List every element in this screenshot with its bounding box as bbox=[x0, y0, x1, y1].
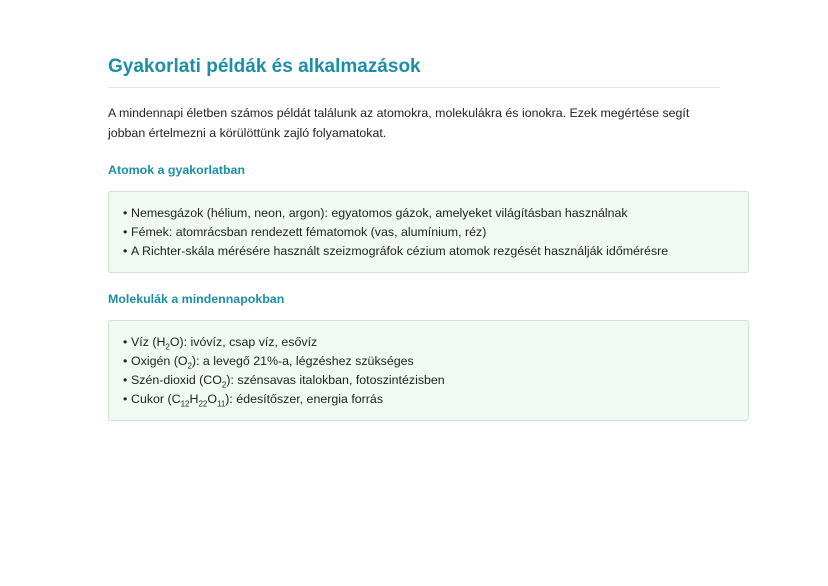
bullet-icon: • bbox=[123, 225, 128, 239]
title-divider bbox=[108, 87, 720, 88]
list-item: • Víz $(H_2O)$: ivóvíz, csap víz, esővíz bbox=[123, 335, 318, 352]
bullet-icon: • bbox=[123, 354, 128, 368]
atoms-box bbox=[108, 191, 749, 273]
molecules-box bbox=[108, 320, 749, 421]
list-item: • A Richter-skála mérésére használt szeizmográfok cézium atomok rezgését használják időmérésre bbox=[123, 242, 748, 261]
atoms-list bbox=[109, 192, 748, 261]
intro-paragraph: A mindennapi életben számos példát találunk az atomokra, molekulákra és ionokra. Ezek megértése segít jobban értelmezni a körülöttünk zajló folyamatokat. bbox=[108, 106, 690, 140]
list-item: • Nemesgázok (hélium, neon, argon): egyatomos gázok, amelyeket világításban használnak bbox=[123, 204, 748, 223]
molecules-heading: Molekulák a mindennapokban bbox=[108, 292, 285, 306]
page-title: Gyakorlati példák és alkalmazások bbox=[108, 56, 421, 77]
bullet-icon: • bbox=[123, 373, 128, 387]
list-item: • Fémek: atomrácsban rendezett fématomok (vas, alumínium, réz) bbox=[123, 223, 748, 242]
bullet-icon: • bbox=[123, 206, 128, 220]
bullet-icon: • bbox=[123, 244, 128, 258]
molecules-list bbox=[109, 321, 748, 409]
bullet-icon: • bbox=[123, 392, 128, 406]
list-item: • Cukor $(C_{12}H_{22}O_{11})$: édesítőszer, energia forrás bbox=[123, 392, 384, 409]
list-item: • Oxigén $(O_2)$: a levegő 21%-a, légzéshez szükséges bbox=[123, 354, 414, 371]
bullet-icon: • bbox=[123, 335, 128, 349]
atoms-heading: Atomok a gyakorlatban bbox=[108, 163, 246, 177]
list-item: • Szén-dioxid $(CO_2)$: szénsavas italokban, fotoszintézisben bbox=[123, 373, 445, 390]
